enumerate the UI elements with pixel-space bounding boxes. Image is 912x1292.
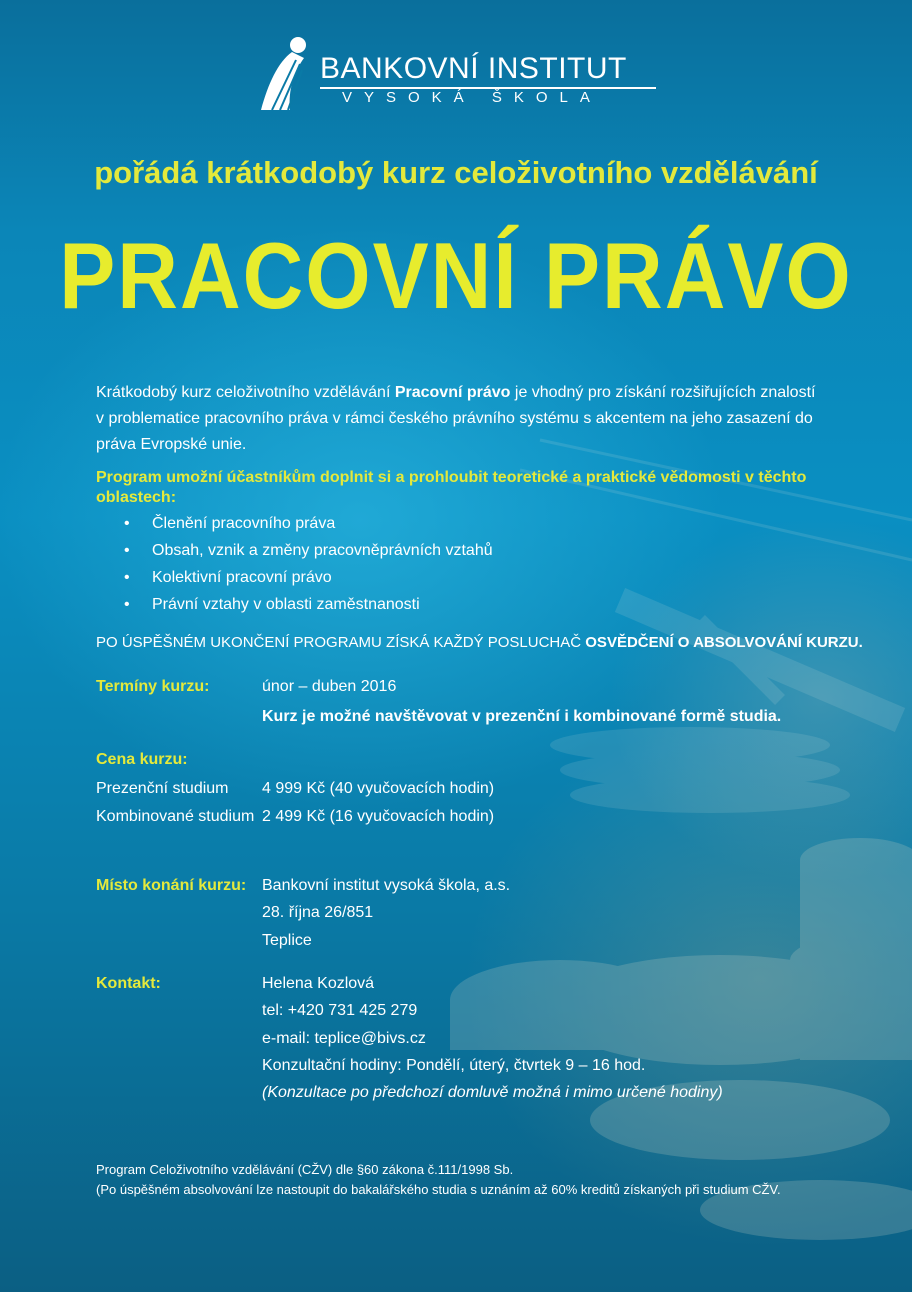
topic-label: Právní vztahy v oblasti zaměstnanosti (152, 596, 420, 613)
logo-name: BANKOVNÍ INSTITUT (320, 52, 627, 85)
certificate-highlight: OSVĚDČENÍ O ABSOLVOVÁNÍ KURZU. (585, 634, 863, 651)
venue-line-1: Bankovní institut vysoká škola, a.s. (262, 877, 511, 894)
course-title: PRACOVNÍ PRÁVO (59, 223, 853, 329)
institute-logo (258, 34, 658, 114)
contact-hours-note: (Konzultace po předchozí domluvě možná i mimo určené hodiny) (262, 1084, 723, 1101)
bullet-icon: • (124, 515, 130, 532)
price-value-kombinovane: 2 499 Kč (16 vyučovacích hodin) (262, 808, 495, 825)
footer-line-1: Program Celoživotního vzdělávání (CŽV) dle §60 zákona č.111/1998 Sb. (96, 1162, 514, 1177)
swan-feather-logo-icon (258, 34, 320, 114)
intro-text-2: je vhodný pro získání rozšiřujících znalostí v problematice pracovního práva v rámci českého právního systému s akcentem na jeho zasazení do práva Evropské unie. (96, 384, 816, 453)
bullet-icon: • (124, 569, 130, 586)
price-value-presencni: 4 999 Kč (40 vyučovacích hodin) (262, 780, 495, 797)
topic-list (124, 512, 493, 620)
tagline: pořádá krátkodobý kurz celoživotního vzdělávání (94, 155, 818, 190)
program-intro: Program umožní účastníkům doplnit si a prohloubit teoretické a praktické vědomosti v těchto oblastech: (96, 469, 807, 506)
venue-label: Místo konání kurzu: (96, 877, 247, 894)
topic-label: Obsah, vznik a změny pracovněprávních vztahů (152, 542, 493, 559)
terms-note: Kurz je možné navštěvovat v prezenční i kombinované formě studia. (262, 708, 782, 725)
list-item (124, 512, 493, 539)
footer-note (96, 1160, 781, 1200)
contact-label: Kontakt: (96, 975, 161, 992)
contact-email[interactable]: e-mail: teplice@bivs.cz (262, 1030, 426, 1047)
venue-line-2: 28. října 26/851 (262, 904, 374, 921)
price-type-presencni: Prezenční studium (96, 780, 229, 797)
logo-subtitle: VYSOKÁ ŠKOLA (342, 89, 602, 106)
topic-label: Členění pracovního práva (152, 515, 336, 532)
intro-course-name: Pracovní právo (394, 384, 511, 401)
intro-paragraph (96, 380, 816, 458)
list-item (124, 593, 493, 620)
list-item (124, 566, 493, 593)
terms-date: únor – duben 2016 (262, 678, 397, 695)
topic-label: Kolektivní pracovní právo (152, 569, 332, 586)
venue-line-3: Teplice (262, 932, 312, 949)
price-type-kombinovane: Kombinované studium (96, 808, 255, 825)
certificate-text: PO ÚSPĚŠNÉM UKONČENÍ PROGRAMU ZÍSKÁ KAŽDÝ POSLUCHAČ (96, 634, 586, 651)
bullet-icon: • (124, 596, 130, 613)
terms-label: Termíny kurzu: (96, 678, 210, 695)
list-item (124, 539, 493, 566)
contact-phone[interactable]: tel: +420 731 425 279 (262, 1002, 418, 1019)
intro-text-1: Krátkodobý kurz celoživotního vzdělávání (96, 384, 395, 401)
certificate-note (96, 634, 863, 651)
footer-line-2: (Po úspěšném absolvování lze nastoupit do bakalářského studia s uznáním až 60% kreditů získaných při studium CŽV. (96, 1182, 781, 1197)
contact-name: Helena Kozlová (262, 975, 375, 992)
bullet-icon: • (124, 542, 130, 559)
contact-hours: Konzultační hodiny: Pondělí, úterý, čtvrtek 9 – 16 hod. (262, 1057, 646, 1074)
price-label: Cena kurzu: (96, 751, 188, 768)
